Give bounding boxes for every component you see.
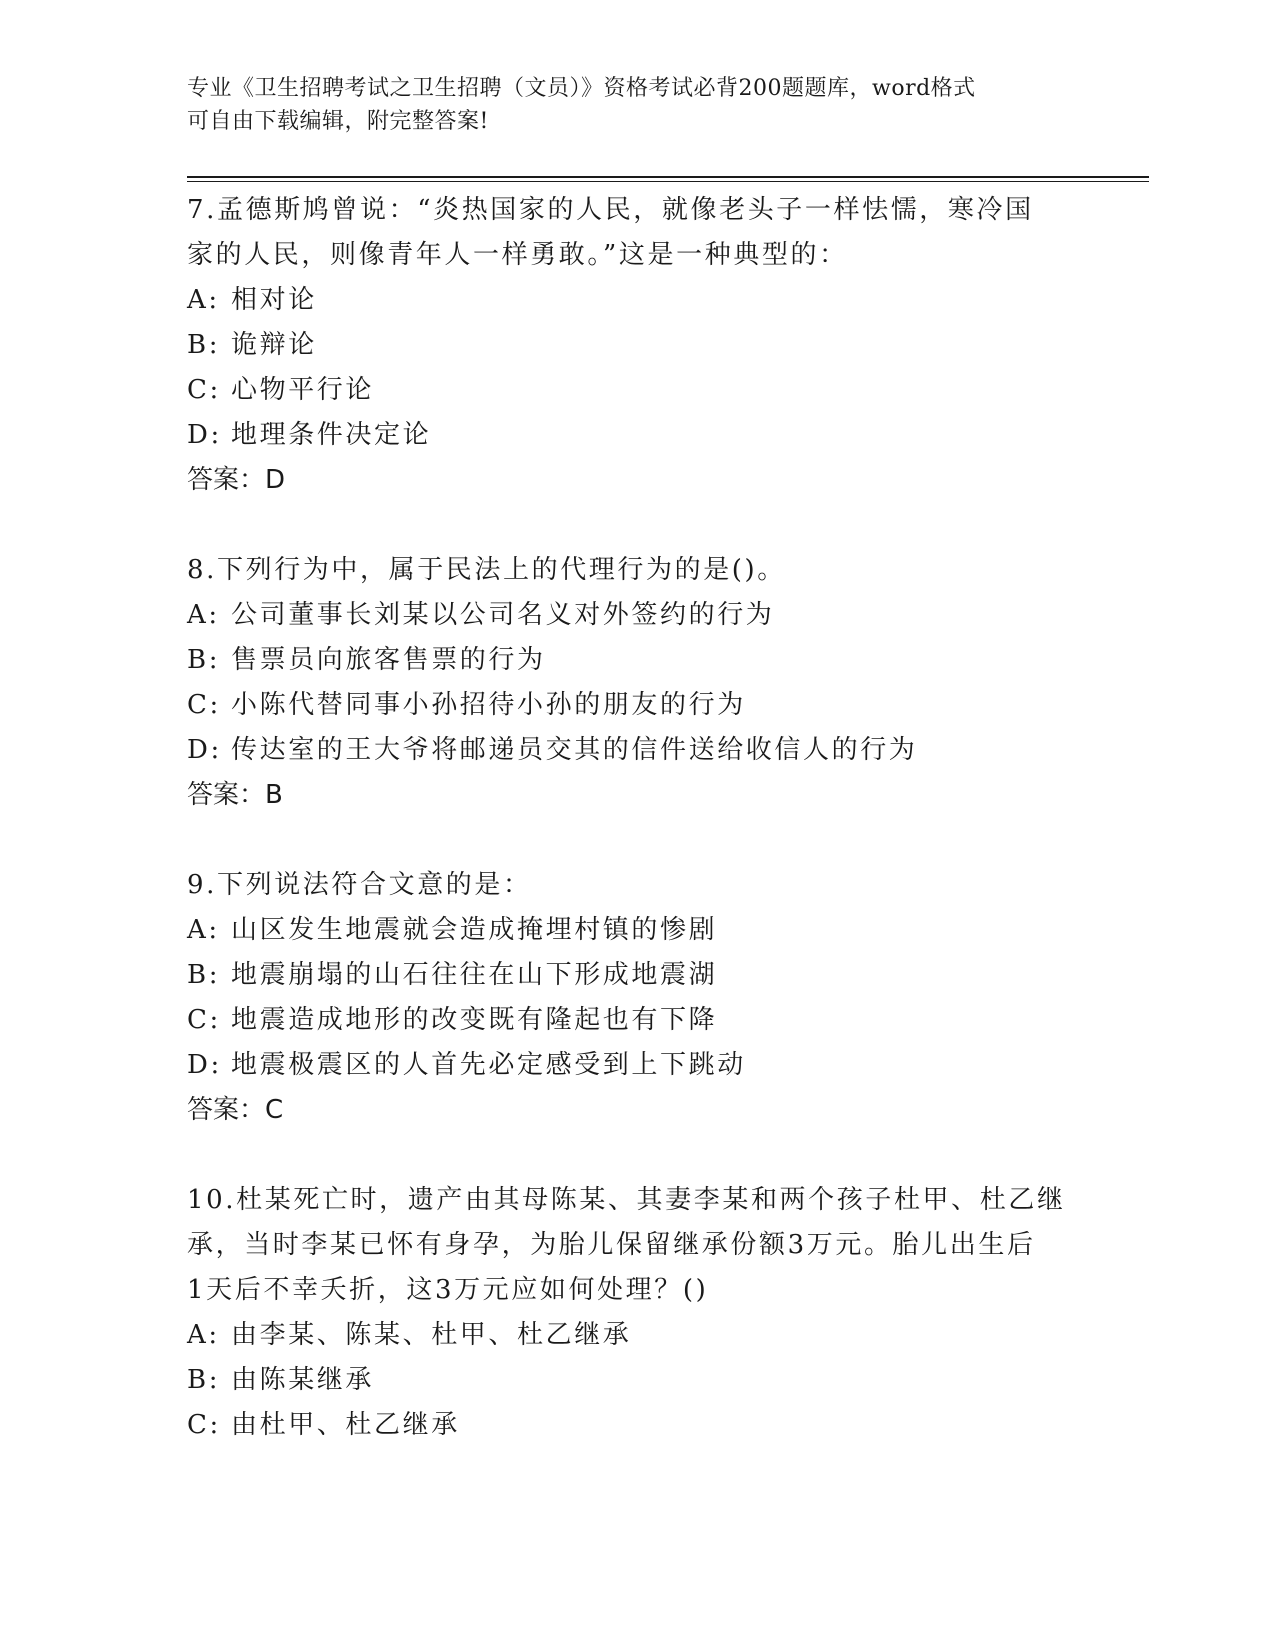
header-divider-thick [187,176,1149,178]
question-stem-line: 家的人民，则像青年人一样勇敢。”这是一种典型的： [187,240,848,270]
question-stem-line: 承，当时李某已怀有身孕，为胎儿保留继承份额3万元。胎儿出生后 [187,1230,1036,1260]
option-text: 地震崩塌的山石往往在山下形成地震湖 [231,960,718,990]
option-letter: A: [187,915,220,945]
option-c [187,368,1087,413]
question-9 [187,863,1087,1133]
option-letter: A: [187,600,220,630]
option-d [187,728,1087,773]
option-c [187,683,1087,728]
option-letter: D: [187,420,222,450]
option-d [187,1043,1087,1088]
option-a [187,908,1087,953]
option-letter: A: [187,1320,220,1350]
question-stem-line: 1天后不幸夭折，这3万元应如何处理？() [187,1275,709,1305]
option-text: 由李某、陈某、杜甲、杜乙继承 [231,1320,632,1350]
document-header [187,72,1087,138]
option-text: 由陈某继承 [231,1365,375,1395]
option-letter: C: [187,690,221,720]
option-c [187,998,1087,1043]
option-b [187,323,1087,368]
option-b [187,953,1087,998]
option-letter: C: [187,1410,221,1440]
option-text: 心物平行论 [231,375,375,405]
option-letter: D: [187,735,222,765]
option-c [187,1403,1087,1448]
option-letter: B: [187,960,221,990]
question-10 [187,1178,1087,1448]
question-stem-line: 7.孟德斯鸠曾说：“炎热国家的人民，就像老头子一样怯懦，寒冷国 [187,195,1034,225]
option-text: 地理条件决定论 [231,420,432,450]
question-list [187,188,1087,1493]
option-letter: C: [187,1005,221,1035]
option-a [187,1313,1087,1358]
option-text: 诡辩论 [231,330,317,360]
option-letter: C: [187,375,221,405]
option-b [187,638,1087,683]
option-a [187,593,1087,638]
option-letter: D: [187,1050,222,1080]
option-text: 山区发生地震就会造成掩埋村镇的惨剧 [231,915,718,945]
question-8 [187,548,1087,818]
option-a [187,278,1087,323]
option-text: 小陈代替同事小孙招待小孙的朋友的行为 [231,690,746,720]
option-letter: B: [187,330,221,360]
option-text: 相对论 [231,285,317,315]
option-text: 地震造成地形的改变既有隆起也有下降 [231,1005,718,1035]
option-text: 由杜甲、杜乙继承 [231,1410,460,1440]
answer: 答案：C [187,1095,284,1125]
option-letter: B: [187,1365,221,1395]
header-line-1: 专业《卫生招聘考试之卫生招聘（文员）》资格考试必背200题题库，word格式 [187,76,976,101]
question-7 [187,188,1087,503]
answer: 答案：D [187,465,286,495]
option-text: 地震极震区的人首先必定感受到上下跳动 [231,1050,746,1080]
option-text: 售票员向旅客售票的行为 [231,645,546,675]
question-stem-line: 9.下列说法符合文意的是： [187,870,532,900]
option-b [187,1358,1087,1403]
option-text: 传达室的王大爷将邮递员交其的信件送给收信人的行为 [231,735,918,765]
header-line-2: 可自由下载编辑，附完整答案! [187,109,489,134]
option-text: 公司董事长刘某以公司名义对外签约的行为 [231,600,775,630]
option-letter: B: [187,645,221,675]
answer: 答案：B [187,780,283,810]
question-stem-line: 10.杜某死亡时，遗产由其母陈某、其妻李某和两个孩子杜甲、杜乙继 [187,1185,1066,1215]
option-letter: A: [187,285,220,315]
question-stem-line: 8.下列行为中，属于民法上的代理行为的是()。 [187,555,786,585]
header-divider-thin [187,181,1149,182]
option-d [187,413,1087,458]
